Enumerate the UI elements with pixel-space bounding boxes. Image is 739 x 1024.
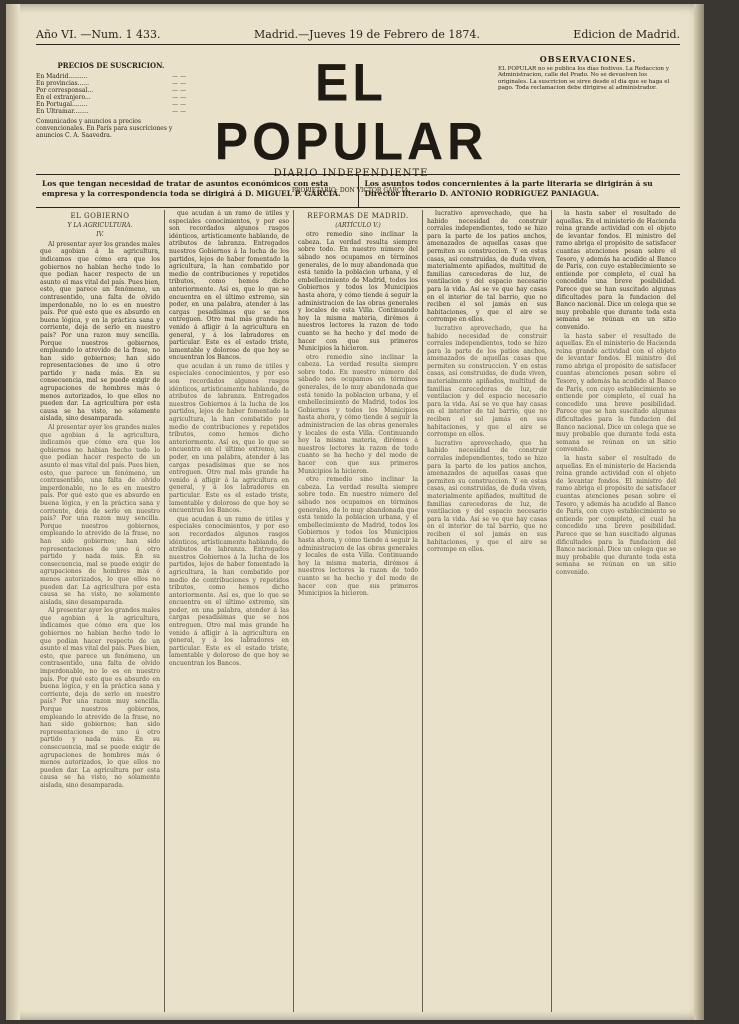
article-text-continued: lucrativo aprovechado, que ha habido necesidad de construir corrales independientes, todo se hizo para la parte de los patios anchos, amenazados de aquellas casas que permiten su construccion. Y en estas casas, así construidas, de duda viven, materialmente apiñados, multitud de familias carecedoras de luz, de ventilacion y del espacio necesario para la vida. Así se ve que hay casas en el interior de tal barrio, que no reciben el sol jamás en sus habitaciones, y que el aire se corrompe en ellos. — [427, 324, 547, 439]
newspaper-title: EL POPULAR — [214, 53, 488, 171]
page-spine-shadow — [6, 4, 20, 1020]
column-5 — [551, 210, 680, 1012]
article-text-continued: que acudan á un ramo de útiles y especiales conocimientos, y por eso son recordados algunos rasgos idénticos, artísticamente hablando, de atributos de labranza. Entregados nuestros Gobiernos á la lucha de los partidos, lejos de haber fomentado la agricultura, la han combatido por medio de contribuciones y repetidos tributos, como hemos dicho anteriormente. Así es, que lo que se encuentra en el último extremo, sin poder, en una palabra, atender á las cargas pesadísimas que se nos entreguen. Otro mal más grande ha venido á afligir á la agricultura en general, y á los labradores en particular. Este es el estado triste, lamentable y doloroso de que hoy se encuentran los Bancos. — [169, 362, 289, 515]
column-3 — [293, 210, 422, 1012]
article-text-continued: otro remedio sino inclinar la cabeza. La verdad resulta siempre sobre todo. En nuestro número del sábado nos ocupamos en términos generales, de lo muy abandonada que está tenido la poblacion urbana, y el embellecimiento de Madrid, todos los Gobiernos y todos los Municipios hasta ahora, y cómo tiende á seguir la administracion de las obras generales y locales de esta Villa. Continuando hoy la misma materia, dirémos á nuestros lectores la razon de todo cuanto se ha hecho y del modo de hacer con que sus primeros Municipios la hicieron. — [298, 476, 418, 598]
article-text-continued: Al presentar ayer los grandes males que agobian á la agricultura, indicamos que cómo era que los gobiernos no habian hecho todo lo que podian hacer respecto de un asunto el mas vital del país. Pues bien, esto, que parece un fenómeno, un contrasentido, una falta de olvido imperdonable, no lo es en nuestro país. Por qué esto que es absurdo en buena lógica, y en la práctica sana y corriente, deja de serlo en nuestro país? Por una razon muy sencilla. Porque nuestros gobiernos, empleando lo atrevido de la frase, no han sido gobiernos; han sido representaciones de uno ú otro partido y nada más. En su consecuencia, mal se puede exigir de agrupaciones de hombres más ó menos autorizados, lo que ellos no pueden dar. La agricultura por esta causa se ha visto, no solamente aislada, sino desamparada. — [40, 607, 160, 789]
observations-heading: OBSERVACIONES. — [539, 54, 637, 64]
issue-number: Año VI. —Num. 1 433. — [36, 27, 161, 41]
article-text-continued: que acudan á un ramo de útiles y especiales conocimientos, y por eso son recordados algunos rasgos idénticos, artísticamente hablando, de atributos de labranza. Entregados nuestros Gobiernos á la lucha de los partidos, lejos de haber fomentado la agricultura, la han combatido por medio de contribuciones y repetidos tributos, como hemos dicho anteriormente. Así es, que lo que se encuentra en el último extremo, sin poder, en una palabra, atender á las cargas pesadísimas que se nos entreguen. Otro mal más grande ha venido á afligir á la agricultura en general, y á los labradores en particular. Este es el estado triste, lamentable y doloroso de que hoy se encuentran los Bancos. — [169, 515, 289, 668]
article-text-continued: lucrativo aprovechado, que ha habido necesidad de construir corrales independientes, todo se hizo para la parte de los patios anchos, amenazados de aquellas casas que permiten su construccion. Y en estas casas, así construidas, de duda viven, materialmente apiñados, multitud de familias carecedoras de luz, de ventilacion y del espacio necesario para la vida. Así se ve que hay casas en el interior de tal barrio, que no reciben el sol jamás en sus habitaciones, y que el aire se corrompe en ellos. — [427, 439, 547, 554]
prices-note: Comunicados y anuncios a precios convencionales. En París para suscriciones y anuncios C. A. Saavedra. — [36, 118, 173, 139]
article-text: otro remedio sino inclinar la cabeza. La verdad resulta siempre sobre todo. En nuestro número del sábado nos ocupamos en términos generales, de lo muy abandonada que está tenido la poblacion urbana, y el embellecimiento de Madrid, todos los Gobiernos y todos los Municipios hasta ahora, y cómo tiende á seguir la administracion de las obras generales y locales de esta Villa. Continuando hoy la misma materia, dirémos á nuestros lectores la razon de todo cuanto se ha hecho y del modo de hacer con que sus primeros Municipios la hicieron. — [298, 231, 418, 353]
column-4 — [422, 210, 551, 1012]
header-line — [36, 24, 680, 45]
price-row: En Portugal........ — — — [36, 101, 186, 108]
dateline: Madrid.—Jueves 19 de Febrero de 1874. — [254, 27, 480, 41]
article-subheading: Y LA AGRICULTURA. — [67, 221, 133, 229]
prices-heading: PRECIOS DE SUSCRICION. — [57, 61, 165, 70]
article-text: la hasta saber el resultado de aquellas. En el ministerio de Hacienda reina grande actividad con el objeto de levantar fondos. El ministro del ramo abriga el propósito de satisfacer cuantas atenciones pesan sobre el Tesoro, y además ha acudido al Banco de París, con cuyo establecimiento se entiende por completo, el cual ha concedido una breve posibilidad. Parece que se han suscitado algunas dificultades para la fundacion del Banco nacional. Dice un colega que se muy probable que durante toda esta semana se reúnan en un sitio convenido. — [556, 210, 676, 331]
notice-right: Los asuntos todos concernientes á la parte literaria se dirigirán á su Director literario D. ANTONIO RODRIGUEZ PANIAGUA. — [358, 175, 681, 207]
price-row: En Madrid.......... — — — [36, 73, 186, 80]
observations-text: EL POPULAR no se publica los días festivos. La Redaccion y Administracion, calle del Prado. No se devuelven los originales. La suscricion se sirve desde el dia que se haga el pago. Toda reclamacion debe dirigirse al administrador. — [498, 65, 670, 92]
price-row: En Ultramar........ — — — [36, 108, 186, 115]
notice-left: Los que tengan necesidad de tratar de asuntos económicos con esta empresa y la correspondencia toda se dirigirá á D. MIGUEL P. GARCIA. — [42, 179, 341, 198]
article-text-continued: Al presentar ayer los grandes males que agobian á la agricultura, indicamos que cómo era que los gobiernos no habian hecho todo lo que podian hacer respecto de un asunto el mas vital del país. Pues bien, esto, que parece un fenómeno, un contrasentido, una falta de olvido imperdonable, no lo es en nuestro país. Por qué esto que es absurdo en buena lógica, y en la práctica sana y corriente, deja de serlo en nuestro país? Por una razon muy sencilla. Porque nuestros gobiernos, empleando lo atrevido de la frase, no han sido gobiernos; han sido representaciones de uno ú otro partido y nada más. En su consecuencia, mal se puede exigir de agrupaciones de hombres más ó menos autorizados, lo que ellos no pueden dar. La agricultura por esta causa se ha visto, no solamente aislada, sino desamparada. — [40, 424, 160, 606]
column-2 — [164, 210, 293, 1012]
column-1 — [36, 210, 164, 1012]
article-text-continued: otro remedio sino inclinar la cabeza. La verdad resulta siempre sobre todo. En nuestro número del sábado nos ocupamos en términos generales, de lo muy abandonada que está tenido la poblacion urbana, y el embellecimiento de Madrid, todos los Gobiernos y todos los Municipios hasta ahora, y cómo tiende á seguir la administracion de las obras generales y locales de esta Villa. Continuando hoy la misma materia, dirémos á nuestros lectores la razon de todo cuanto se ha hecho y del modo de hacer con que sus primeros Municipios la hicieron. — [298, 353, 418, 475]
article-heading: EL GOBIERNO — [70, 212, 130, 220]
article-text-continued: la hasta saber el resultado de aquellas. En el ministerio de Hacienda reina grande actividad con el objeto de levantar fondos. El ministro del ramo abriga el propósito de satisfacer cuantas atenciones pesan sobre el Tesoro, y además ha acudido al Banco de París, con cuyo establecimiento se entiende por completo, el cual ha concedido una breve posibilidad. Parece que se han suscitado algunas dificultades para la fundacion del Banco nacional. Dice un colega que se muy probable que durante toda esta semana se reúnan en un sitio convenido. — [556, 332, 676, 454]
proprietor-line: PROPIETARIO: DON VICTOR GARCÍA. — [291, 187, 411, 194]
article-columns — [36, 210, 680, 1012]
notice-bar — [36, 174, 680, 208]
article-text-continued: la hasta saber el resultado de aquellas. En el ministerio de Hacienda reina grande actividad con el objeto de levantar fondos. El ministro del ramo abriga el propósito de satisfacer cuantas atenciones pesan sobre el Tesoro, y además ha acudido al Banco de París, con cuyo establecimiento se entiende por completo, el cual ha concedido una breve posibilidad. Parece que se han suscitado algunas dificultades para la fundacion del Banco nacional. Dice un colega que se muy probable que durante toda esta semana se reúnan en un sitio convenido. — [556, 455, 676, 576]
newspaper-page — [6, 4, 704, 1020]
page-edge-shadow — [694, 4, 704, 1020]
article-subheading: (ARTÍCULO V.) — [335, 221, 381, 229]
price-row: En el extranjero... — — — [36, 94, 186, 101]
article-heading: REFORMAS DE MADRID. — [307, 212, 409, 220]
article-roman: IV. — [96, 231, 104, 239]
subscription-prices — [36, 62, 186, 139]
price-row: Por corresponsal... — — — [36, 87, 186, 94]
newspaper-subtitle: DIARIO INDEPENDIENTE — [273, 168, 429, 179]
observations-box — [498, 56, 678, 92]
article-text: que acudan á un ramo de útiles y especiales conocimientos, y por eso son recordados algunos rasgos idénticos, artísticamente hablando, de atributos de labranza. Entregados nuestros Gobiernos á la lucha de los partidos, lejos de haber fomentado la agricultura, la han combatido por medio de contribuciones y repetidos tributos, como hemos dicho anteriormente. Así es, que lo que se encuentra en el último extremo, sin poder, en una palabra, atender á las cargas pesadísimas que se nos entreguen. Otro mal más grande ha venido á afligir á la agricultura en general, y á los labradores en particular. Este es el estado triste, lamentable y doloroso de que hoy se encuentran los Bancos. — [169, 210, 289, 362]
article-text: Al presentar ayer los grandes males que agobian á la agricultura, indicamos que cómo era que los gobiernos no habian hecho todo lo que podian hacer respecto de un asunto el mas vital del país. Pues bien, esto, que parece un fenómeno, un contrasentido, una falta de olvido imperdonable, no lo es en nuestro país. Por qué esto que es absurdo en buena lógica, y en la práctica sana y corriente, deja de serlo en nuestro país? Por una razon muy sencilla. Porque nuestros gobiernos, empleando lo atrevido de la frase, no han sido gobiernos; han sido representaciones de uno ú otro partido y nada más. En su consecuencia, mal se puede exigir de agrupaciones de hombres más ó menos autorizados, lo que ellos no pueden dar. La agricultura por esta causa se ha visto, no solamente aislada, sino desamparada. — [40, 240, 160, 423]
price-row: En provincias...... — — — [36, 80, 186, 87]
edition-label: Edicion de Madrid. — [573, 27, 680, 41]
article-text: lucrativo aprovechado, que ha habido necesidad de construir corrales independientes, todo se hizo para la parte de los patios anchos, amenazados de aquellas casas que permiten su construccion. Y en estas casas, así construidas, de duda viven, materialmente apiñados, multitud de familias carecedoras de luz, de ventilacion y del espacio necesario para la vida. Así se ve que hay casas en el interior de tal barrio, que no reciben el sol jamás en sus habitaciones, y que el aire se corrompe en ellos. — [427, 210, 547, 324]
